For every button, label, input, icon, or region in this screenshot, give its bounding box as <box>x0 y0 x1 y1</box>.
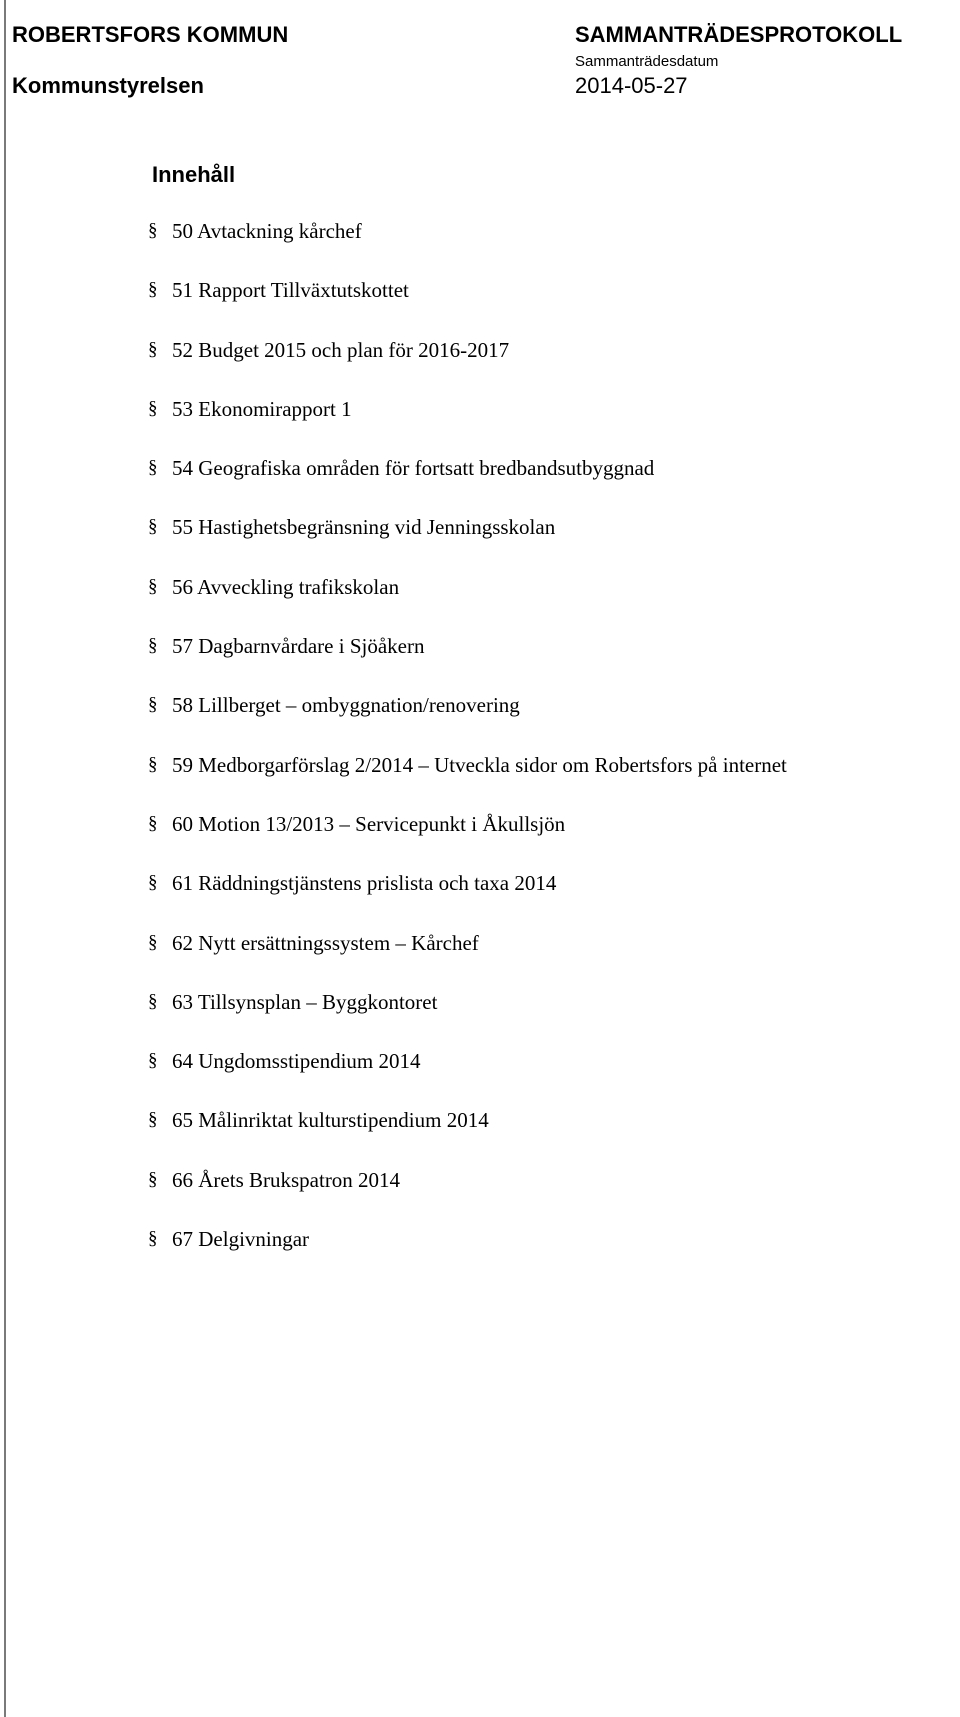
section-sign: § <box>148 812 158 834</box>
toc-title: Innehåll <box>152 162 236 187</box>
organization-name: ROBERTSFORS KOMMUN <box>12 22 289 47</box>
section-sign: § <box>148 694 158 716</box>
section-sign: § <box>148 279 158 301</box>
toc-item-text: 59 Medborgarförslag 2/2014 – Utveckla sidor om Robertsfors på internet <box>172 752 787 777</box>
section-sign: § <box>148 990 158 1012</box>
committee-name: Kommunstyrelsen <box>12 73 204 98</box>
toc-item-text: 60 Motion 13/2013 – Servicepunkt i Åkullsjön <box>172 811 566 836</box>
section-sign: § <box>148 753 158 775</box>
section-sign: § <box>148 635 158 657</box>
table-of-contents <box>148 219 787 1286</box>
section-sign: § <box>148 338 158 360</box>
section-sign: § <box>148 1050 158 1072</box>
section-sign: § <box>148 931 158 953</box>
toc-item[interactable] <box>148 931 787 990</box>
section-sign: § <box>148 575 158 597</box>
toc-item[interactable] <box>148 1168 787 1227</box>
section-sign: § <box>148 457 158 479</box>
toc-item-text: 55 Hastighetsbegränsning vid Jenningsskolan <box>172 515 556 540</box>
toc-item[interactable] <box>148 219 787 278</box>
toc-item-text: 67 Delgivningar <box>172 1227 310 1252</box>
toc-item[interactable] <box>148 456 787 515</box>
page-left-border <box>4 0 6 1717</box>
toc-item[interactable] <box>148 278 787 337</box>
toc-item-text: 54 Geografiska områden för fortsatt bredbandsutbyggnad <box>172 456 655 481</box>
document-type: SAMMANTRÄDESPROTOKOLL <box>575 22 903 47</box>
toc-item-text: 56 Avveckling trafikskolan <box>172 574 400 599</box>
section-sign: § <box>148 1228 158 1250</box>
toc-item-text: 50 Avtackning kårchef <box>172 219 362 243</box>
section-sign: § <box>148 220 158 241</box>
toc-item-text: 52 Budget 2015 och plan för 2016-2017 <box>172 337 510 362</box>
section-sign: § <box>148 516 158 538</box>
toc-item[interactable] <box>148 397 787 456</box>
toc-item[interactable] <box>148 693 787 752</box>
section-sign: § <box>148 1168 158 1190</box>
toc-item[interactable] <box>148 753 787 812</box>
toc-item-text: 64 Ungdomsstipendium 2014 <box>172 1049 421 1074</box>
toc-item-text: 62 Nytt ersättningssystem – Kårchef <box>172 930 479 955</box>
section-sign: § <box>148 872 158 894</box>
section-sign: § <box>148 1109 158 1131</box>
toc-item-text: 57 Dagbarnvårdare i Sjöåkern <box>172 634 425 659</box>
toc-item[interactable] <box>148 871 787 930</box>
toc-item[interactable] <box>148 1049 787 1108</box>
meeting-date: 2014-05-27 <box>575 73 688 98</box>
toc-item-text: 66 Årets Brukspatron 2014 <box>172 1167 401 1192</box>
toc-item-text: 63 Tillsynsplan – Byggkontoret <box>172 989 438 1014</box>
toc-item[interactable] <box>148 812 787 871</box>
toc-item[interactable] <box>148 575 787 634</box>
toc-item[interactable] <box>148 515 787 574</box>
toc-item-text: 65 Målinriktat kulturstipendium 2014 <box>172 1108 489 1133</box>
toc-item[interactable] <box>148 634 787 693</box>
section-sign: § <box>148 397 158 419</box>
toc-item-text: 61 Räddningstjänstens prislista och taxa 2014 <box>172 871 557 896</box>
toc-item[interactable] <box>148 990 787 1049</box>
toc-item-text: 51 Rapport Tillväxtutskottet <box>172 278 409 303</box>
meeting-date-label: Sammanträdesdatum <box>575 53 719 70</box>
toc-item-text: 58 Lillberget – ombyggnation/renovering <box>172 693 520 718</box>
toc-item[interactable] <box>148 1108 787 1167</box>
toc-item[interactable] <box>148 338 787 397</box>
toc-item-text: 53 Ekonomirapport 1 <box>172 396 352 421</box>
toc-item[interactable] <box>148 1227 787 1286</box>
